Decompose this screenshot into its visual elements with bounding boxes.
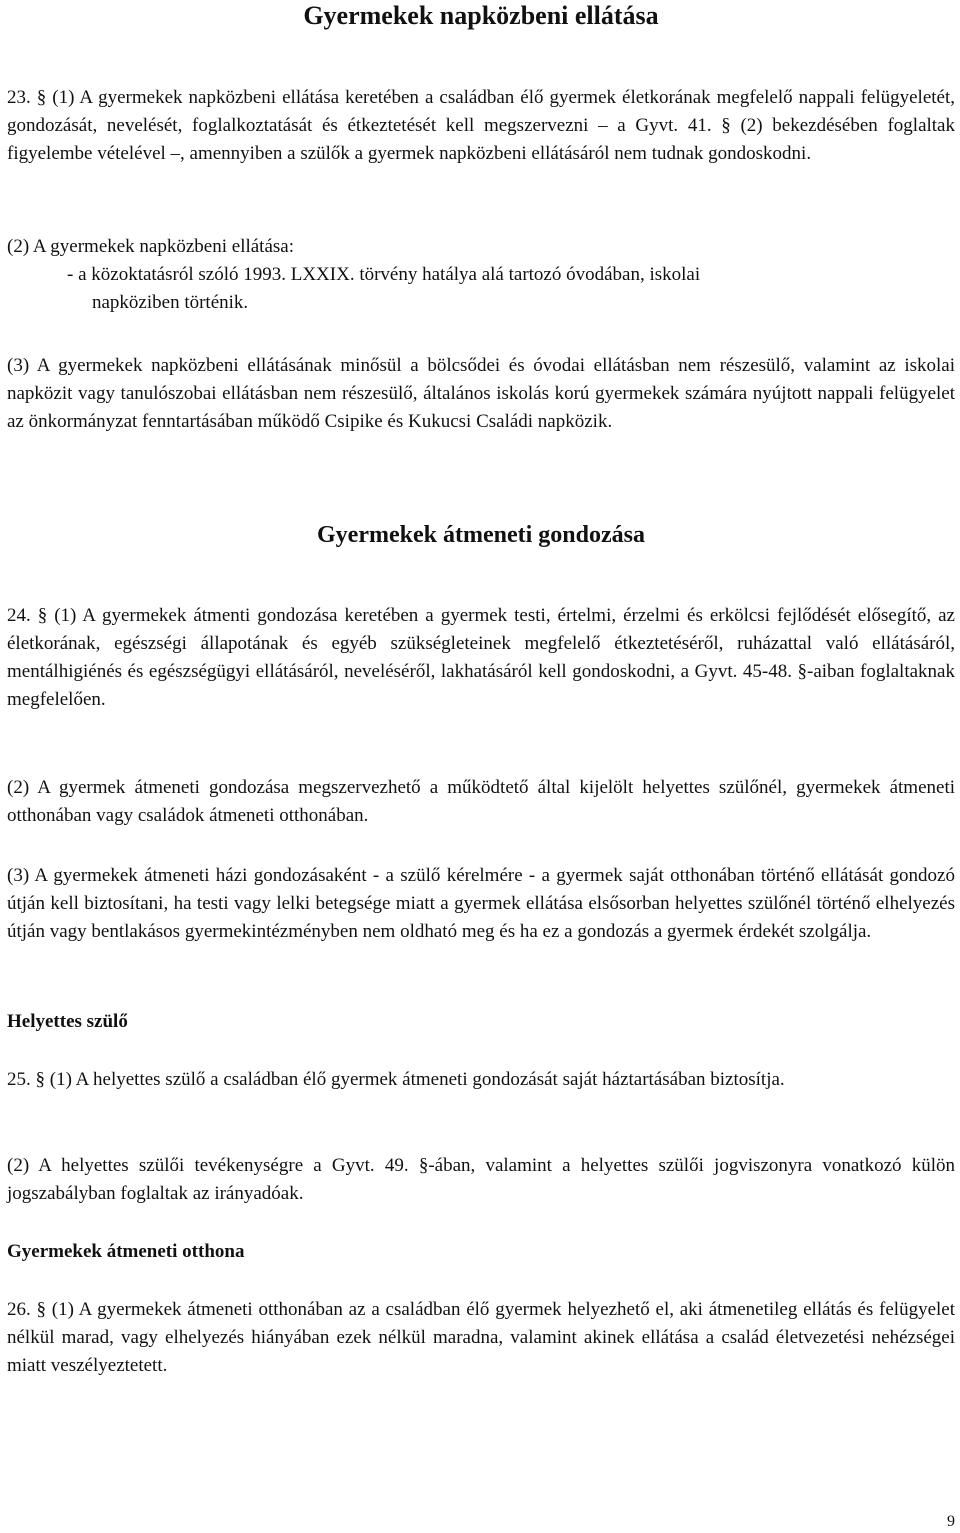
heading-atmeneti-gondozas: Gyermekek átmeneti gondozása <box>317 522 645 548</box>
paragraph-24-3: (3) A gyermekek átmeneti házi gondozásaként - a szülő kérelmére - a gyermek saját otthonában történő ellátását gondozó útján kell biztosítani, ha testi vagy lelki betegsége miatt a gyermek ellátása elsősorban helyettes szülőnél történő elhelyezés útján vagy bentlakásos gyermekintézményben nem oldható meg és ha ez a gondozás a gyermek érdekét szolgálja. <box>7 865 955 942</box>
list-item-line-2: napköziben történik. <box>92 292 249 313</box>
heading-helyettes-szulo: Helyettes szülő <box>7 1011 128 1032</box>
paragraph-25-2: (2) A helyettes szülői tevékenységre a Gyvt. 49. §-ában, valamint a helyettes szülői jogviszonyra vonatkozó külön jogszabályban foglaltak az irányadóak. <box>7 1155 955 1204</box>
paragraph-23-3: (3) A gyermekek napközbeni ellátásának minősül a bölcsődei és óvodai ellátásban nem részesülő, valamint az iskolai napközit vagy tanulószobai ellátásban nem részesülő, általános iskolás korú gyermekek számára nyújtott nappali felügyelet az önkormányzat fenntartásában működő Csipike és Kukucsi Családi napközik. <box>7 355 955 432</box>
paragraph-23-2: (2) A gyermekek napközbeni ellátása: <box>7 236 295 257</box>
list-item-line-1: - a közoktatásról szóló 1993. LXXIX. törvény hatálya alá tartozó óvodában, iskolai <box>67 264 701 285</box>
paragraph-24-2: (2) A gyermek átmeneti gondozása megszervezhető a működtető által kijelölt helyettes szülőnél, gyermekek átmeneti otthonában vagy családok átmeneti otthonában. <box>7 777 955 826</box>
paragraph-23-1: 23. § (1) A gyermekek napközbeni ellátása keretében a családban élő gyermek életkorának megfelelő nappali felügyeletét, gondozását, nevelését, foglalkoztatását és étkeztetését kell megszervezni – a Gyvt. 41. § (2) bekezdésében foglaltak figyelembe vételével –, amennyiben a szülők a gyermek napközbeni ellátásáról nem tudnak gondoskodni. <box>7 87 955 164</box>
heading-napkozbeni-ellatas: Gyermekek napközbeni ellátása <box>303 1 659 30</box>
list-item-kozoktatas <box>67 261 955 317</box>
paragraph-24-1: 24. § (1) A gyermekek átmenti gondozása keretében a gyermek testi, értelmi, érzelmi és erkölcsi fejlődését elősegítő, az életkorának, egészségi állapotának és egyéb szükségleteinek megfelelő étkeztetéséről, ruházattal való ellátásáról, mentálhigiénés és egészségügyi ellátásáról, neveléséről, lakhatásáról kell gondoskodni, a Gyvt. 45-48. §-aiban foglaltaknak megfelelően. <box>7 605 955 710</box>
page-number: 9 <box>947 1513 955 1530</box>
heading-atmeneti-otthon: Gyermekek átmeneti otthona <box>7 1241 245 1262</box>
paragraph-26-1: 26. § (1) A gyermekek átmeneti otthonában az a családban élő gyermek helyezhető el, aki átmenetileg ellátás és felügyelet nélkül marad, vagy elhelyezés hiányában ezek nélkül maradna, valamint akinek ellátása a család életvezetési nehézségei miatt veszélyeztetett. <box>7 1299 955 1376</box>
paragraph-25-1: 25. § (1) A helyettes szülő a családban élő gyermek átmeneti gondozását saját háztartásában biztosítja. <box>7 1069 785 1090</box>
